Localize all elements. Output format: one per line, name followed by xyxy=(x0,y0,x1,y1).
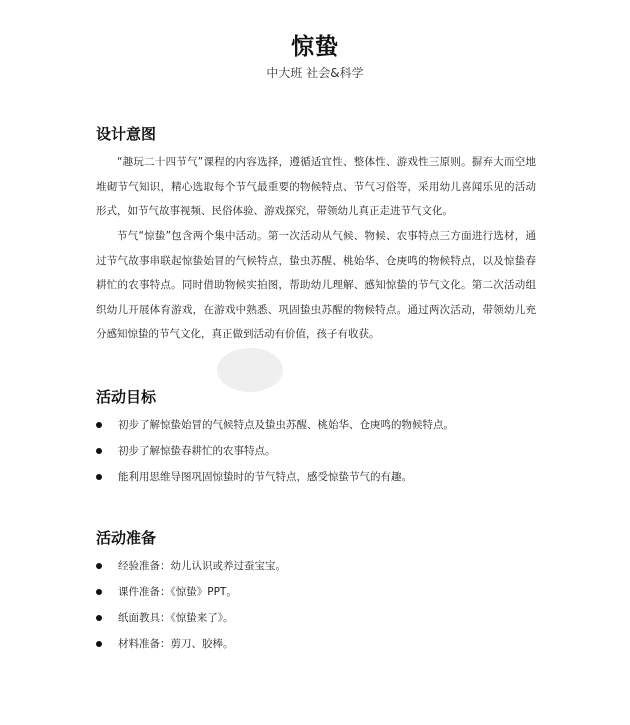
design-intent-paragraph-2: 节气“惊蛰”包含两个集中活动。第一次活动从气候、物候、农事特点三方面进行选材，通过节气故事串联起惊蛰始冒的气候特点，蛰虫苏醒、桃始华、仓庚鸣的物候特点，以及惊蛰春耕忙的农事特点。同时借助物候实拍图，帮助幼儿理解、感知惊蛰的节气文化。第二次活动组织幼儿开展体育游戏，在游戏中熟悉、巩固蛰虫苏醒的物候特点。通过两次活动，带领幼儿充分感知惊蛰的节气文化，真正做到活动有价值，孩子有收获。 xyxy=(96,230,536,341)
goal-text: 初步了解惊蛰春耕忙的农事特点。 xyxy=(118,445,276,457)
preparation-text: 课件准备：《惊蛰》PPT。 xyxy=(118,586,237,598)
list-item xyxy=(96,464,536,490)
list-item xyxy=(96,553,536,579)
preparation-text: 纸面教具：《惊蛰来了》。 xyxy=(118,612,234,624)
page-title: 惊蛰 xyxy=(291,34,339,60)
bullet-icon xyxy=(96,615,102,621)
goal-text: 初步了解惊蛰始冒的气候特点及蛰虫苏醒、桃始华、仓庚鸣的物候特点。 xyxy=(118,419,454,431)
preparation-text: 材料准备：剪刀、胶棒。 xyxy=(118,638,234,650)
goals-list xyxy=(96,412,536,490)
watermark-logo-icon xyxy=(215,345,285,395)
section-heading-design-intent: 设计意图 xyxy=(96,125,157,143)
design-intent-paragraph-1: “趣玩二十四节气”课程的内容选择，遵循适宜性、整体性、游戏性三原则。摒弃大而空地堆砌节气知识，精心选取每个节气最重要的物候特点、节气习俗等，采用幼儿喜闻乐见的活动形式，如节气故事视频、民俗体验、游戏探究，带领幼儿真正走进节气文化。 xyxy=(96,156,536,218)
goal-text: 能利用思维导图巩固惊蛰时的节气特点，感受惊蛰节气的有趣。 xyxy=(118,471,412,483)
bullet-icon xyxy=(96,448,102,454)
section-heading-preparation: 活动准备 xyxy=(96,529,157,547)
bullet-icon xyxy=(96,589,102,595)
list-item xyxy=(96,412,536,438)
list-item xyxy=(96,579,536,605)
page-subtitle: 中大班 社会&科学 xyxy=(266,66,364,80)
preparation-text: 经验准备：幼儿认识或养过蚕宝宝。 xyxy=(118,560,286,572)
bullet-icon xyxy=(96,422,102,428)
list-item xyxy=(96,605,536,631)
bullet-icon xyxy=(96,641,102,647)
section-heading-goals: 活动目标 xyxy=(96,388,157,406)
list-item xyxy=(96,438,536,464)
list-item xyxy=(96,631,536,657)
bullet-icon xyxy=(96,563,102,569)
bullet-icon xyxy=(96,474,102,480)
preparation-list xyxy=(96,553,536,657)
